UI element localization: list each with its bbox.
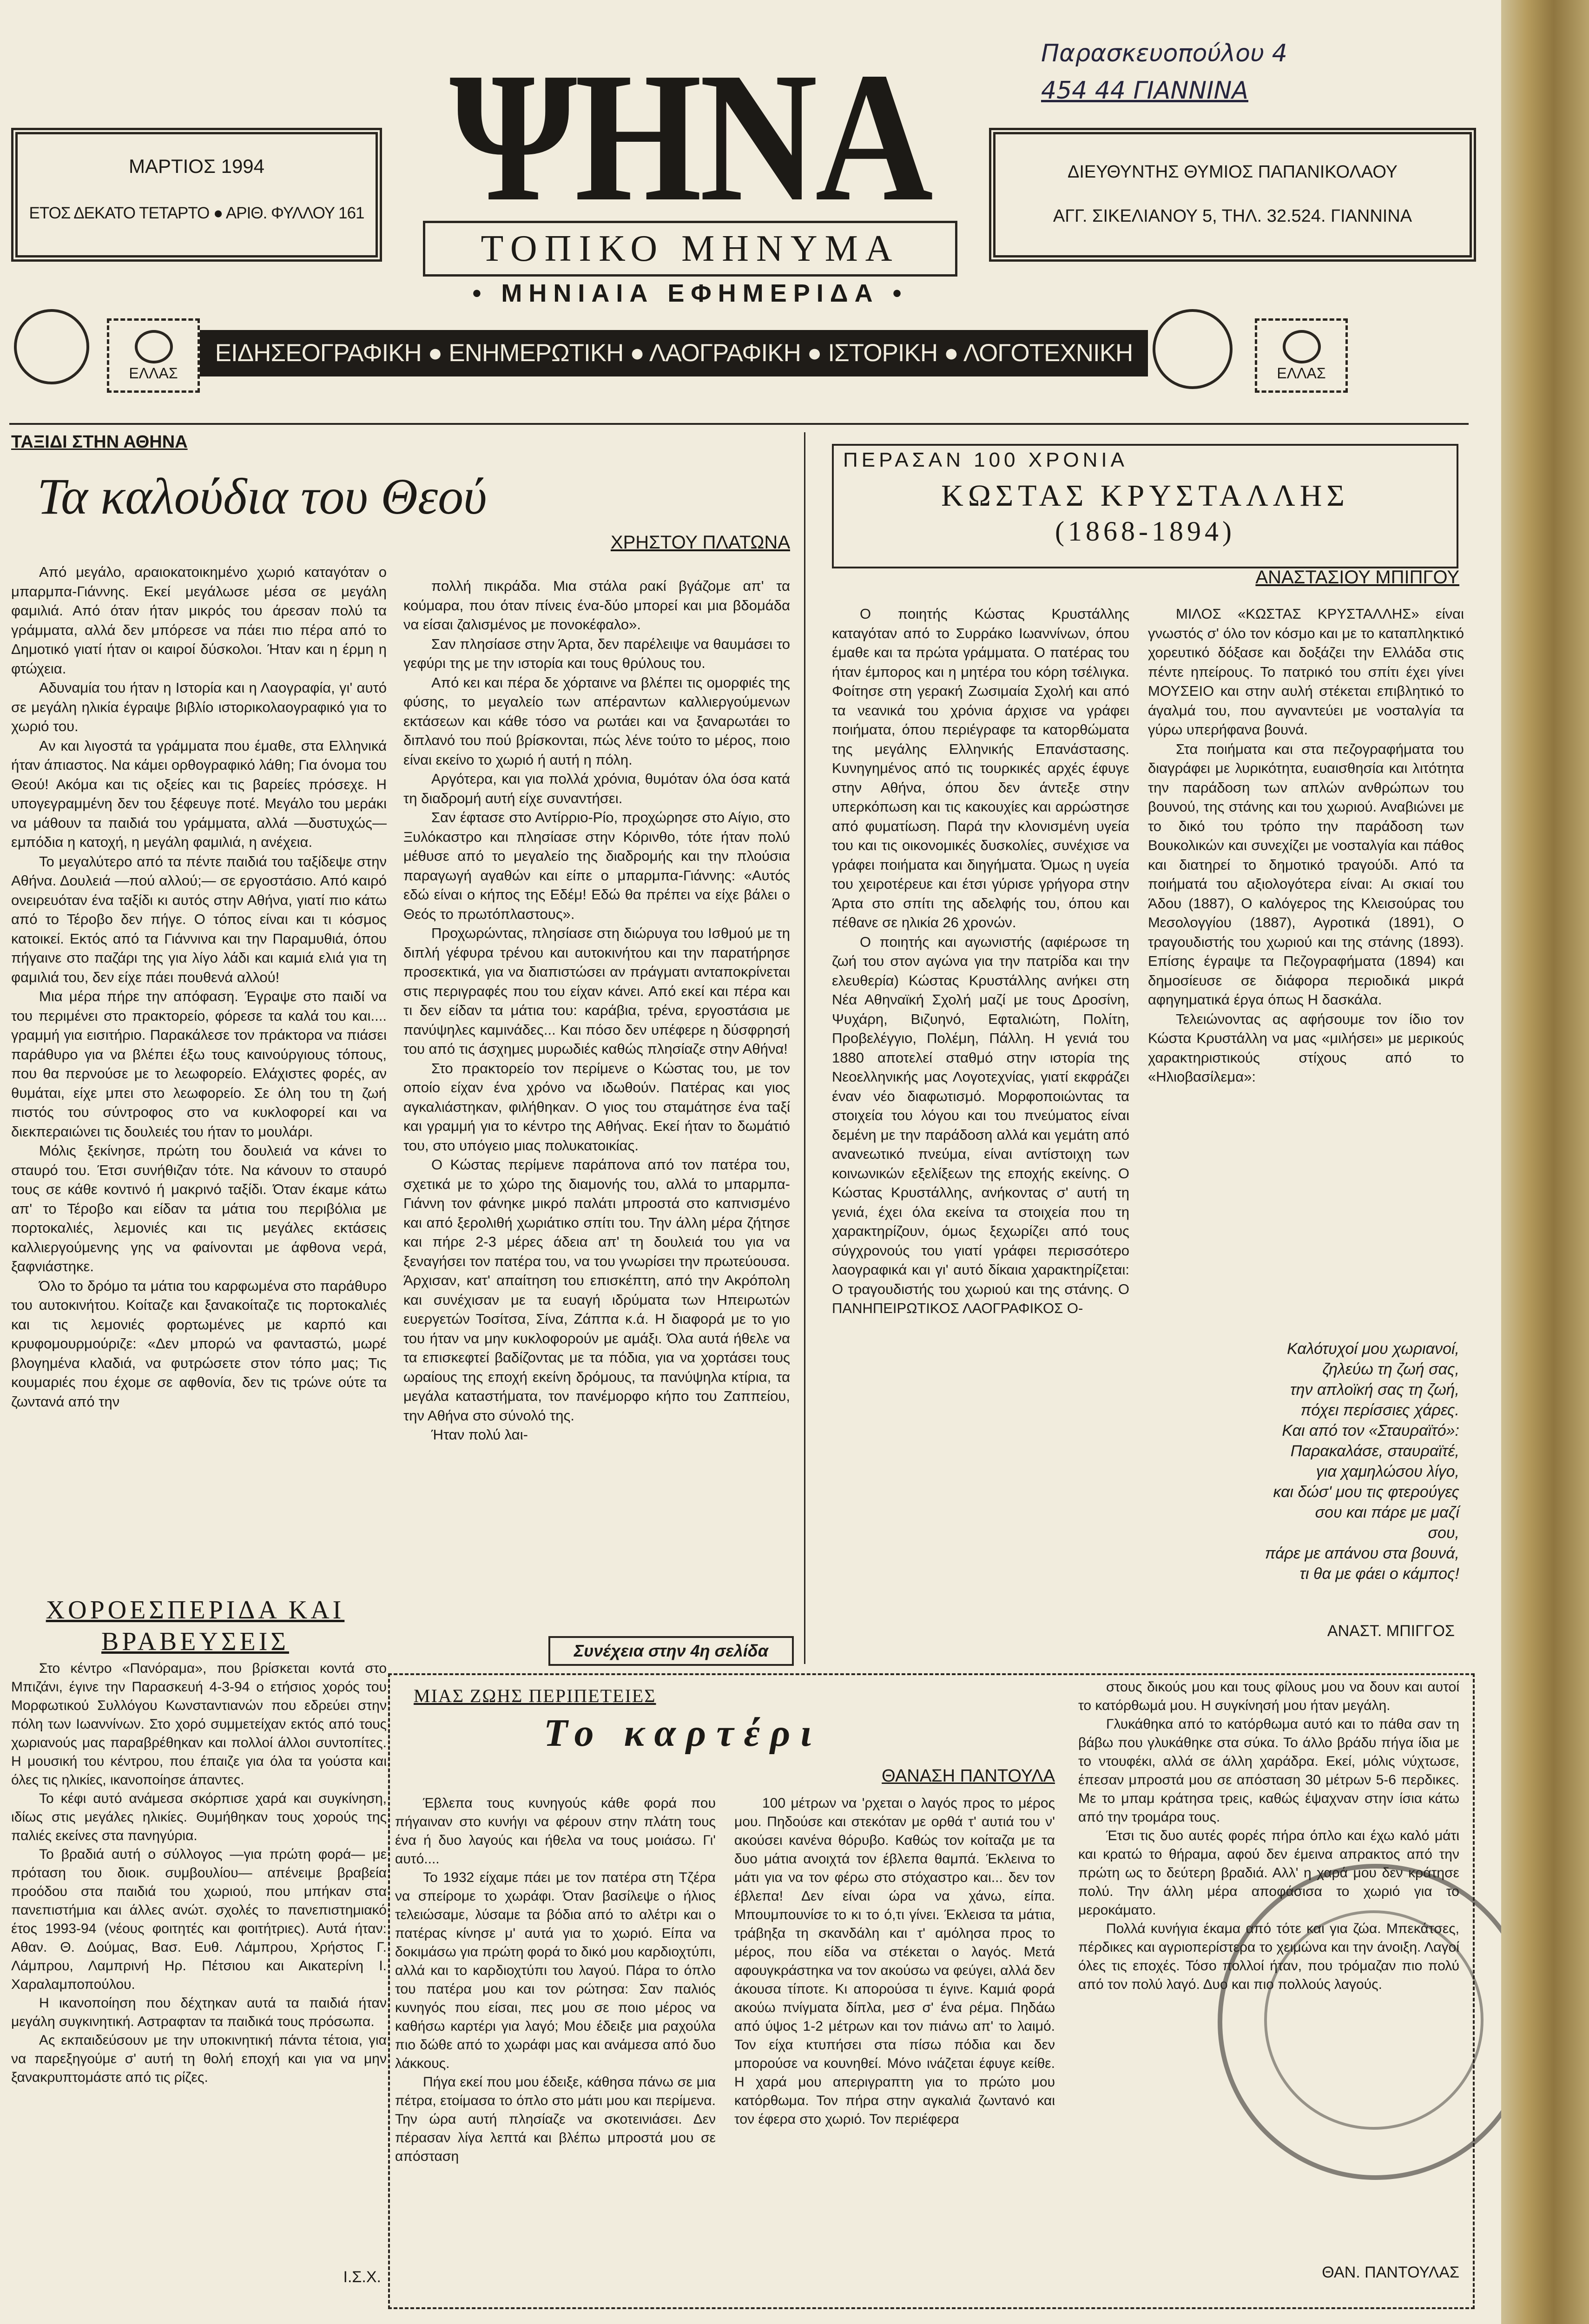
article1-paragraph: Μια μέρα πήρε την απόφαση. Έγραψε στο παιδί να του περιμένει στο πρακτορείο, φόρεσε τα καλά του και.... γραμμή για εισιτήριο. Παρακάλεσε τον πράκτορα να πιάσει παράθυρο για να βλέπει έξω τους καινούργιους τόπους, που θα περνούσε με το λεωφορείο. Ελάχιστες φορές, αν θυμάται, είχε μπει στο λεωφορείο. Σε όλη του τη ζωή πιστός του σύντροφος στο να κυκλοφορεί και να διεκπεραιώνει τις δουλειές του ήταν το μουλάρι. <box>11 988 387 1140</box>
issue-date: ΜΑΡΤΙΟΣ 1994 <box>128 155 265 177</box>
article1-paragraph: Αν και λιγοστά τα γράμματα που έμαθε, στα Ελληνικά ήταν άπιαστος. Να κάμει ορθογραφικό λάθη; Για όνομα του Θεού! Ακόμα και τις οξείες και τις βαρείες πρόσεχε. Η υπογεγραμμένη δεν του ξέφευγε ποτέ. Μεγάλο του μεράκι να μάθουν τα παιδιά του γράμματα, αλλά —δυστυχώς— εμπόδια η κατοχή, η μεγάλη φαμιλιά, η ανέχεια. <box>11 737 387 850</box>
masthead-tagline: • ΜΗΝΙΑΙΑ ΕΦΗΜΕΡΙΔΑ • <box>472 279 908 307</box>
article1-paragraph: Μόλις ξεκίνησε, πρώτη του δουλειά να κάνει το σταυρό του. Έτσι συνήθιζαν τότε. Να κάνουν το σταυρό τους σε κάθε κοντινό ή μακρινό ταξίδι. Όταν έκαμε κάτω απ' το Τέροβο και είδαν τα μάτια του περιβόλια με πορτοκαλιές, λεμονιές και τις μεγάλες εκτάσεις καλλιεργούμενης γης να φαίνονται με άφθονα νερά, ξαφνιάστηκε. <box>11 1142 387 1274</box>
masthead-divider <box>9 423 1469 425</box>
poem-line: Και από τον «Σταυραϊτό»: <box>1282 1422 1459 1439</box>
article1-title: Τα καλούδια του Θεού <box>37 468 487 525</box>
article1-paragraph: Από μεγάλο, αραιοκατοικημένο χωριό καταγόταν ο μπαρμπα-Γιάννης. Εκεί μεγάλωσε μέσα σε μεγάλη φαμιλιά. Από όταν ήταν μικρός του άρεσαν πολύ τα γράμματα, αλλά δεν μπόρεσε να πάει πιο πέρα από το Δημοτικό γιατί ήταν οι καιροί δύσκολοι. Ήταν και η έρμη η φτώχεια. <box>11 564 387 677</box>
article3-paragraph: Ας εκπαιδεύσουν με την υποκινητική πάντα τέτοια, για να παρεξηγούμε σ' αυτή τη θολή εποχή και για να μην ξανακρυπτομάστε από τις ρίζες. <box>11 2033 387 2085</box>
handwritten-address <box>1041 35 1301 109</box>
article2-kicker: ΠΕΡΑΣΑΝ 100 ΧΡΟΝΙΑ <box>843 449 1128 471</box>
article1-paragraph: Στο πρακτορείο τον περίμενε ο Κώστας του, με τον οποίο είχαν ένα χρόνο να ιδωθούν. Πατέρας και γιος αγκαλιάστηκαν, φιλήθηκαν. Ο γιος του σταμάτησε ένα ταξί και γραμμή για το κέντρο της Αθήνας. Εκεί ήταν το δωμάτιό του, στο υπόγειο μιας πολυκατοικίας. <box>403 1060 790 1154</box>
article3-kicker: ΧΟΡΟΕΣΠΕΡΙΔΑ ΚΑΙ ΒΡΑΒΕΥΣΕΙΣ <box>46 1596 345 1656</box>
poem-line: Καλότυχοί μου χωριανοί, <box>1287 1340 1459 1358</box>
article4-paragraph: Πήγα εκεί που μου έδειξε, κάθησα πάνω σε μια πέτρα, ετοίμασα το όπλο στο μάτι μου και περίμενα. Την ώρα αυτή πλησίαζε να σκοτεινιάσει. Δεν πέρασαν λίγα λεπτά και βλέπω μπροστά μου σε απόσταση <box>395 2074 716 2164</box>
postal-stamp-right <box>1153 309 1352 393</box>
poem-line: σου, <box>1428 1524 1459 1542</box>
article2-paragraph: Ο ποιητής Κώστας Κρυστάλλης καταγόταν από το Συρράκο Ιωαννίνων, όπου έμαθε και τα πρώτα γράμματα. Ο πατέρας του ήταν έμπορος και η μητέρα του κόρη τσέλιγκα. Φοίτησε στη γερακή Ζωσιμαία Σχολή και από τα νεανικά του χρόνια άρχισε να γράφει ποιήματα, όπου περιέγραφε τα κατορθώματα της μεγάλης Ελληνικής Επανάστασης. Κυνηγημένος από τις τουρκικές αρχές έφυγε στην Αθήνα, όπου δεν άντεξε στην υπερκόπωση και τις κακουχίες και αρρώστησε από φυματίωση. Παρά την κλονισμένη υγεία του και τις οικονομικές δυσκολίες, συνέχισε να γράφει ποιήματα και διηγήματα. Όμως η υγεία του χειροτέρευε και έτσι γύρισε γρήγορα στην Άρτα στο σπίτι της αδελφής του, όπου και πέθανε σε ηλικία 26 χρονών. <box>832 606 1129 931</box>
poem-line: Παρακαλάσε, σταυραϊτέ, <box>1290 1442 1459 1460</box>
article4-paragraph: στους δικούς μου και τους φίλους μου να δουν και αυτοί το κατόρθωμά μου. Η συγκίνησή μου ήταν μεγάλη. <box>1078 1679 1459 1713</box>
article1-paragraph: Αργότερα, και για πολλά χρόνια, θυμόταν όλα όσα κατά τη διαδρομή αυτή είχε συναντήσει. <box>403 771 790 806</box>
article4-paragraph: Γλυκάθηκα από το κατόρθωμα αυτό και το πάθα σαν τη βάβω που γλυκάθηκε στα σύκα. Το άλλο βράδυ πήγα ίδια με το ντουφέκι, αλλά σε άλλη χαράδρα. Εκεί, μόλις νύχτωσε, έπεσαν μπροστά μου σε απόσταση 30 μέτρων 5-6 περδικες. Με το μπαμ κράτησα τρεις, καθώς έψαχναν στην ίσια κάτω από την τρομάρα τους. <box>1078 1717 1459 1825</box>
article2-column-2 <box>1148 604 1464 1320</box>
article4-signature: ΘΑΝ. ΠΑΝΤΟΥΛΑΣ <box>1322 2264 1459 2281</box>
poem-line: για χαμηλώσου λίγο, <box>1316 1463 1459 1480</box>
article1-paragraph: Σαν έφτασε στο Αντίρριο-Ρίο, προχώρησε στο Αίγιο, στο Ξυλόκαστρο και πλησίασε στην Κόρινθο, τότε ήταν πολύ μέθυσε από το μεγαλείο της διαδρομής και την πλούσια παραγωγή αγαθών και είπε ο μπαρμπα-Γιάννης: «Αυτός εδώ είναι ο κήπος της Εδέμ! Εδώ θα πρέπει να είχε βάλει ο Θεός το πρωτόπλαστους». <box>403 809 790 922</box>
article4-paragraph: Έβλεπα τους κυνηγούς κάθε φορά που πήγαιναν στο κυνήγι να φέρουν στην πλάτη τους ένα ή δυο λαγούς και ήθελα να τους μοιάσω. Γι' αυτό.... <box>395 1796 716 1867</box>
article2-title: ΚΩΣΤΑΣ ΚΡΥΣΤΑΛΛΗΣ <box>941 479 1349 513</box>
article1-kicker: ΤΑΞΙΔΙ ΣΤΗΝ ΑΘΗΝΑ <box>11 432 188 452</box>
article4-paragraph: 100 μέτρων να 'ρχεται ο λαγός προς το μέρος μου. Πηδούσε και στεκόταν με ορθά τ' αυτιά του ν' ακούσει κανένα θόρυβο. Καθώς τον κοίταζα με τα δυο μάτια ανοιχτά τον έβλεπα θαμπά. Έκλεινα το μάτι για να τον φέρω στο στόχαστρο και... δεν τον έβλεπα! Δεν είναι ώρα να χάνω, είπα. Μπουμπουνίσε το κι το ό,τι γίνει. Έκλεισα τα μάτια, τράβηξα τη σκανδάλη και τ' αμόλησα προς το μέρος, που είδα να στέκεται ο λαγός. Μετά αφουγκράστηκα να τον ακούσω να φεύγει, αλλά δεν άκουσα τίποτε. Κι απορούσα τι έγινε. Καμιά φορά ακούω πνίγματα δίπλα, μεσ σ' ένα ρέμα. Πηδάω από ύψος 1-2 μέτρων και τον πιάνω απ' το λαιμό. Τον είχα κτυπήσει στα πίσω πόδια και δεν μπορούσε να κουνηθεί. Μόνο ινάζεται έφυγε κείθε. Η χαρά μου απεριγραπτη για το πρώτο μου κατόρθωμα. Τον πήρα στην αγκαλιά ζωντανό και τον έφερα στο χωριό. Τον περιέφερα <box>734 1796 1055 2127</box>
article1-paragraph: Από κει και πέρα δε χόρταινε να βλέπει τις ομορφιές της φύσης, το μεγαλείο των απέραντων καλλιεργούμενων εκτάσεων και κάθε τόσο να ρωτάει και να ξαναρωτάει το διπλανό του πού βρίσκονται, πώς λένε τούτο το μέρος, ποιο είναι εκείνο το χωριό ή αυτή η πόλη. <box>403 674 790 768</box>
article1-continuation: Συνέχεια στην 4η σελίδα <box>548 1636 794 1666</box>
address-line: ΑΓΓ. ΣΙΚΕΛΙΑΝΟΥ 5, ΤΗΛ. 32.524. ΓΙΑΝΝΙΝΑ <box>1053 206 1412 226</box>
article3-body <box>11 1659 387 2259</box>
post-horn-stamp-icon <box>107 318 200 393</box>
categories-banner: ΕΙΔΗΣΕΟΓΡΑΦΙΚΗ ● ΕΝΗΜΕΡΩΤΙΚΗ ● ΛΑΟΓΡΑΦΙΚΗ ● ΙΣΤΟΡΙΚΗ ● ΛΟΓΟΤΕΧΝΙΚΗ <box>200 330 1148 376</box>
article1-paragraph: Ο Κώστας περίμενε παράπονα από τον πατέρα του, σχετικά με το χώρο της διαμονής του, αλλά το μπαρμπα-Γιάννη τον φάνηκε μικρό παλάτι μπροστά στο καπνισμένο και από ξερολιθή χωριάτικο σπίτι του. Την άλλη μέρα ζήτησε και πήρε 2-3 μέρες άδεια απ' τη δουλειά του για να ξεναγήσει τον πατέρα του, να του γνωρίσει την πρωτεύουσα. Άρχισαν, κατ' απαίτηση του επισκέπτη, από την Ακρόπολη και συνέχισαν με τα ευαγή ιδρύματα των Ηπειρωτών ευεργετών Τοσίτσα, Σίνα, Ζάππα κ.ά. Η διαφορά με το γιο του ήταν να μην κυκλοφορούν με αμάξι. Όλα αυτά ήθελε να τα επισκεφτεί βαδίζοντας με τα πόδια, για να χορτάσει τους ωραίους της εποχή εκείνη δρόμους, τα πανύψηλα κτίρια, τα μεγάλα καταστήματα, τον πανέμορφο κήπο του Ζαππείου, την Αθήνα στο σύνολό της. <box>403 1156 790 1424</box>
article1-paragraph: Προχωρώντας, πλησίασε στη διώρυγα του Ισθμού με τη διπλή γέφυρα τρένου και αυτοκινήτου και την παρατήρησε προσεκτικά, για να διαπιστώσει αν πράγματι ανταποκρίνεται στις περιγραφές που του είχαν κάνει. Από εκεί και πέρα και τι δεν είδαν τα μάτια του: καράβια, τρένα, εργοστάσια με πανύψηλες καμινάδες... Και πόσο δεν υπέφερε η δύσφρησή του από τις άσχημες μυρωδιές καθώς πλησίαζε στην Αθήνα! <box>403 925 790 1057</box>
director-name: ΔΙΕΥΘΥΝΤΗΣ ΘΥΜΙΟΣ ΠΑΠΑΝΙΚΟΛΑΟΥ <box>1067 162 1398 182</box>
article1-paragraph: πολλή πικράδα. Μια στάλα ρακί βγάζομε απ' τα κούμαρα, που όταν πίνεις ένα-δύο μπορεί και μια βδομάδα να είσαι ζαλισμένος με πονοκέφαλο». <box>403 578 790 633</box>
article1-column-1 <box>11 562 387 1511</box>
book-binding-edge <box>1501 0 1589 2324</box>
article1-paragraph: Σαν πλησίασε στην Άρτα, δεν παρέλειψε να θαυμάσει το γεφύρι της με την ιστορία και τους θρύλους του. <box>403 635 790 671</box>
poem-line: ζηλεύω τη ζωή σας, <box>1322 1360 1459 1378</box>
masthead-title: ΨΗΝΑ <box>449 34 931 240</box>
article4-kicker: ΜΙΑΣ ΖΩΗΣ ΠΕΡΙΠΕΤΕΙΕΣ <box>414 1685 656 1706</box>
article2-paragraph: ΜΙΛΟΣ «ΚΩΣΤΑΣ ΚΡΥΣΤΑΛΛΗΣ» είναι γνωστός σ' όλο τον κόσμο και με το καταπληκτικό χορευτικό δόξασε και δοξάζει την Ελλάδα στις πέντε ηπείρους. Το πατρικό του σπίτι έχει γίνει ΜΟΥΣΕΙΟ και στην αυλή στέκεται επιβλητικό το άγαλμά του, που αγναντεύει με νοσταλγία τα γύρω υπερήφανα βουνά. <box>1148 606 1464 738</box>
postal-stamp-left <box>14 309 214 393</box>
poem-line: και δώσ' μου τις φτερούγες <box>1273 1483 1459 1501</box>
handwritten-line-1: Παρασκευοπούλου 4 <box>1041 40 1287 67</box>
article3-paragraph: Η ικανοποίηση που δέχτηκαν αυτά τα παιδιά ήταν μεγάλη συγκινητική. Αστραφταν τα παιδικά τους πρόσωπα. <box>11 1995 387 2029</box>
poem-line: την απλοϊκή σας τη ζωή, <box>1290 1381 1459 1399</box>
article1-paragraph: Όλο το δρόμο τα μάτια του καρφωμένα στο παράθυρο του αυτοκινήτου. Κοίταζε και ξανακοίταζε τις πορτοκαλιές και τις λεμονιές φορτωμένες με καρπό και κρυφομουρμούριζε: «Δεν μπορώ να φανταστώ, μωρέ βλογημένα κλαδιά, να φυτρώσετε στον τόπο μας; Τις κουμαριές που έχομε σε αφθονία, δεν τις τρώνε ούτε τα ζωντανά από την <box>11 1277 387 1410</box>
postmark-circle-icon <box>14 309 89 384</box>
article3-paragraph: Το βραδιά αυτή ο σύλλογος —για πρώτη φορά— με πρόταση του διοικ. συμβουλίου— απένειμε βραβεία προόδου στα παιδιά του χωριού, που μπήκαν στα πανεπιστήμια και άλλες ανώτ. σχολές το πανεπιστημιακό έτος 1993-94 (νέους φοιτητές και φοιτήτριες). Αυτά ήταν: Αθαν. Θ. Δούμας, Βασ. Ευθ. Λάμπρου, Χρήστος Γ. Λάμπρου, Λαμπρινή Ηρ. Πέτσιου και Αικατερίνη Ι. Χαραλαμποπούλου. <box>11 1847 387 1992</box>
poem-line: πόχει περίσσιες χάρες. <box>1300 1401 1459 1419</box>
article4-paragraph: Έτσι τις δυο αυτές φορές πήρα όπλο και έχω καλό μάτι και κρατώ το θήραμα, αφού δεν έμεινα απρακτος από την πρώτη ως το δεύτερη βραδιά. Αλλ' η χαρά μου δεν κράτησε πολύ. Την άλλη μέρα αποφάσισα το χωριό για το μεροκάματο. <box>1078 1828 1459 1918</box>
article2-header-box <box>832 444 1458 568</box>
article3-paragraph: Το κέφι αυτό ανάμεσα σκόρπισε χαρά και συγκίνηση, ιδίως στις μεγάλες ηλικίες. Θυμήθηκαν τους χορούς της παλιές εκείνες στα πανηγύρια. <box>11 1791 387 1843</box>
article1-paragraph: Αδυναμία του ήταν η Ιστορία και η Λαογραφία, γι' αυτό σε μεγάλη ηλικία έγραψε βιβλίο ιστορικολαογραφικό για το χωριό του. <box>11 680 387 734</box>
article2-author: ΑΝΑΣΤΑΣΙΟΥ ΜΠΙΠΓΟΥ <box>1255 567 1459 588</box>
article2-signature: ΑΝΑΣΤ. ΜΠΙΓΓΟΣ <box>1327 1622 1455 1640</box>
postmark-circle-icon <box>1153 309 1233 389</box>
article4-title: Το καρτέρι <box>544 1711 822 1755</box>
stamp-label-left: ΕΛΛΑΣ <box>129 365 178 382</box>
article4-author: ΘΑΝΑΣΗ ΠΑΝΤΟΥΛΑ <box>882 1766 1055 1786</box>
article1-paragraph: Ήταν πολύ λαι- <box>431 1426 528 1443</box>
article2-dates: (1868-1894) <box>1055 516 1235 547</box>
article2-poem <box>1106 1339 1459 1584</box>
masthead-info-right <box>989 128 1476 262</box>
article4-paragraph: Το 1932 είχαμε πάει με τον πατέρα στη Τζέρα να σπείρομε το χωράφι. Όταν βασίλεψε ο ήλιος τελειώσαμε, λύσαμε τα βόδια από το αλέτρι και ο πατέρας κίνησε μ' αυτά για το χωριό. Είπα να δοκιμάσω για πρώτη φορά το δικό μου καρδιοχτύπι, αλλά και το καρδιοχτύπι του λαγού. Πάρα το όπλο του πατέρα μου και τον ρώτησα: Σαν παλιός κυνηγός που είσαι, πες μου σε ποιο μέρος να καθήσω καρτέρι για λαγό; Μου έδειξε μια ραχούλα πιο δώθε από το χωράφι μας και ανάμεσα από δυο λάκκους. <box>395 1870 716 2071</box>
masthead-info-left <box>11 128 382 262</box>
stamp-label-right: ΕΛΛΑΣ <box>1277 365 1326 382</box>
article4-column-2 <box>734 1794 1055 2296</box>
article4-column-1 <box>395 1794 716 2296</box>
article2-paragraph: Ο ποιητής και αγωνιστής (αφιέρωσε τη ζωή του στον αγώνα για την πατρίδα και την ελευθερία) Κώστας Κρυστάλλης ανήκει στη Νέα Αθηναϊκή Σχολή μαζί με τους Δροσίνη, Ψυχάρη, Βιζυηνό, Εφταλιώτη, Πολίτη, Προβελέγγιο, Πολέμη, Πάλλη. Η γενιά του 1880 αποτελεί σταθμό στην ιστορία της Νεοελληνικής μας Λογοτεχνίας, γιατί εκφράζει έναν νέο διαφωτισμό. Μορφοποιώντας τα στοιχεία του λόγου και του πνεύματος είναι δεμένη με την παράδοση αλλά και γεμάτη από ανανεωτικό πνεύμα, είναι αντίστοιχη των κοινωνικών εξελίξεων της εποχής εκείνης. Ο Κώστας Κρυστάλλης, ανήκοντας σ' αυτή τη γενιά, έχει όλα εκείνα τα στοιχεία που τη χαρακτηρίζουν, όμως ξεχωρίζει από τους σύγχρονούς του γιατί γράφει περισσότερο λαογραφικά και γι' αυτό δίκαια χαρακτηρίζεται: Ο τραγουδιστής του χωριού και της στάνης. Ο ΠΑΝΗΠΕΙΡΩΤΙΚΟΣ ΛΑΟΓΡΑΦΙΚΟΣ Ο- <box>832 933 1129 1316</box>
poem-line: πάρε με απάνου στα βουνά, <box>1265 1545 1459 1562</box>
article2-paragraph: Στα ποιήματα και στα πεζογραφήματα του διαγράφει με λυρικότητα, ευαισθησία και λιτότητα την παράδοση των απλών ανθρώπων του βουνού, της στάνης και του χωριού. Αναβιώνει με το δικό του τρόπο την παράδοση των Βουκολικών και συνεχίζει με νοσταλγία και πάθος και διατηρεί το δημοτικό τραγούδι. Από τα ποιήματά του αξιολογότερα είναι: Αι σκιαί του Άδου (1887), Ο καλόγερος της Κλεισούρας του Μεσολογγίου (1887), Αγροτικά (1891), Ο τραγουδιστής του χωριού και της στάνης (1893). Επίσης έγραψε τα Πεζογραφήματα (1894) και δημοσίευσε σε διάφορα περιοδικά μικρά αφηγηματικά έργα όπως Η δασκάλα. <box>1148 740 1464 1008</box>
article1-paragraph: Το μεγαλύτερο από τα πέντε παιδιά του ταξίδεψε στην Αθήνα. Δουλειά —πού αλλού;— σε εργοστάσιο. Από καιρό ονειρευόταν ένα ταξίδι κι αυτός στην Αθήνα, γιατί πιο κάτω από το Τέροβο δεν πήγε. Ο τόπος είναι και τι κόσμος κατοικεί. Εκτός από τα Γιάννινα και την Παραμυθιά, όπου πήγαινε στο παζάρι της για λίγο λάδι και καμιά ελιά για τη φαμιλιά του, δεν είχε πάει πουθενά αλλού! <box>11 853 387 985</box>
handwritten-line-2: 454 44 ΓΙΑΝΝΙΝΑ <box>1041 77 1248 105</box>
masthead-subtitle: ΤΟΠΙΚΟ ΜΗΝΥΜΑ <box>423 221 957 277</box>
article2-paragraph: Τελειώνοντας ας αφήσουμε τον ίδιο τον Κώστα Κρυστάλλη να μας «μιλήσει» με μερικούς χαρακτηριστικούς στίχους από το «Ηλιοβασίλεμα»: <box>1148 1010 1464 1085</box>
article4-paragraph: Πολλά κυνήγια έκαμα από τότε και για ζώα. Μπεκάτσες, πέρδικες και αγριοπερίστερα το χειμώνα και την άνοιξη. Λαγοί όλες τις εποχές. Τόσο πολλοί ήταν, που τρόμαζαν πιο πολύ από τον πολύ λαγό. Δυο και πιο πολλούς λαγούς. <box>1078 1921 1459 1992</box>
article1-author: ΧΡΗΣΤΟΥ ΠΛΑΤΩΝΑ <box>610 532 790 553</box>
article2-column-1 <box>832 604 1129 1673</box>
article3-signature: Ι.Σ.Χ. <box>343 2268 381 2286</box>
article3-paragraph: Στο κέντρο «Πανόραμα», που βρίσκεται κοντά στο Μπιζάνι, έγινε την Παρασκευή 4-3-94 ο ετήσιος χορός του Μορφωτικού Συλλόγου Κωνσταντιανών που εδρεύει στην πόλη των Ιωαννίνων. Στο χορό συμμετείχαν εκτός από τους χωριανούς μας παραβρέθηκαν και πολλοί άλλοι συντοπίτες. Η μουσική του κέντρου, που έπαιζε για όλα τα γούστα και όλες τις ηλικίες, ικανοποίησε άπαντες. <box>11 1661 387 1788</box>
issue-number: ΕΤΟΣ ΔΕΚΑΤΟ ΤΕΤΑΡΤΟ ● ΑΡΙΘ. ΦΥΛΛΟΥ 161 <box>29 204 364 222</box>
archive-stamp-seal <box>1218 1864 1534 2180</box>
article1-column-2 <box>403 576 790 1636</box>
poem-line: τι θα με φάει ο κάμπος! <box>1299 1565 1459 1583</box>
column-divider <box>804 432 805 1664</box>
post-horn-stamp-icon <box>1255 318 1348 393</box>
poem-line: σου και πάρε με μαζί <box>1315 1504 1459 1521</box>
